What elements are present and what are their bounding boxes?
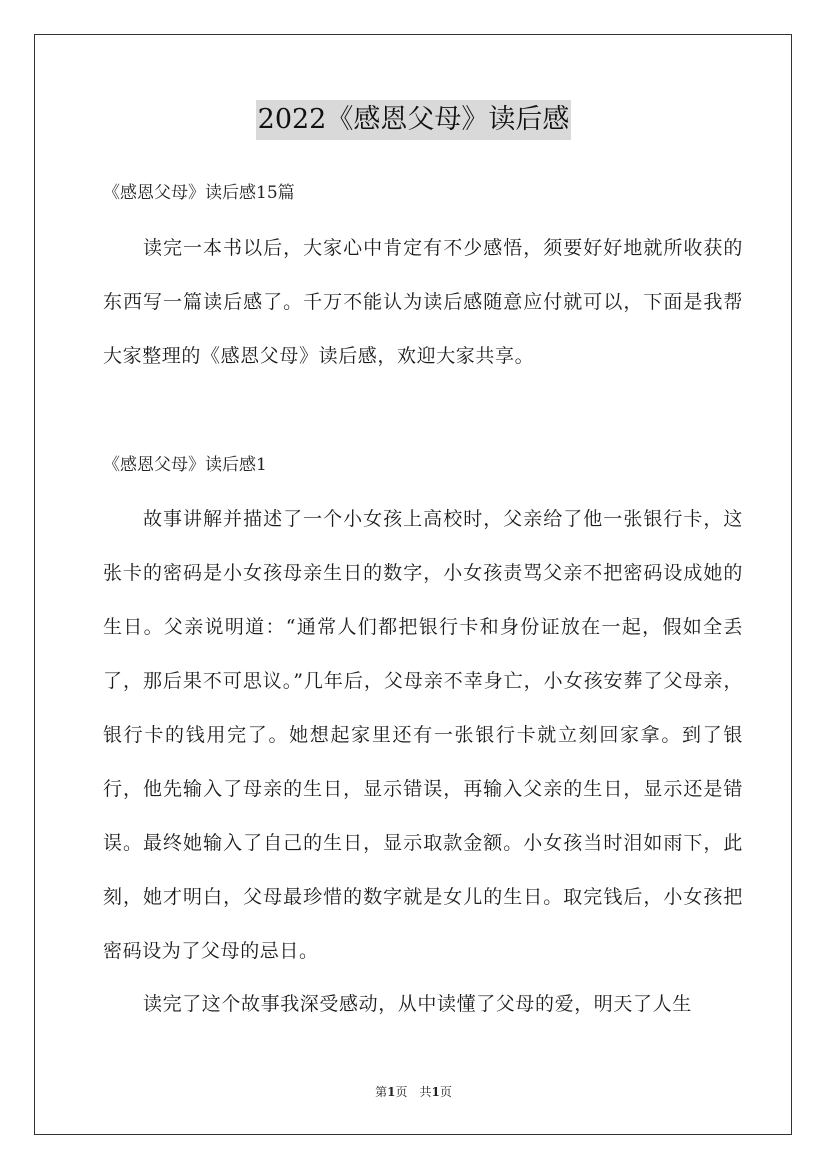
page-label-mid: 页 共 — [395, 1085, 432, 1099]
page-label-suffix: 页 — [439, 1085, 452, 1099]
document-title: 2022《感恩父母》读后感 — [256, 100, 572, 140]
page-footer — [0, 1083, 827, 1101]
document-subtitle: 《感恩父母》读后感15篇 — [103, 183, 295, 203]
intro-paragraph: 读完一本书以后，大家心中肯定有不少感悟，须要好好地就所收获的东西写一篇读后感了。千万不能认为读后感随意应付就可以，下面是我帮大家整理的《感恩父母》读后感，欢迎大家共享。 — [103, 237, 743, 367]
title-container — [0, 100, 827, 140]
page-current-number: 1 — [387, 1085, 396, 1099]
reflection-paragraph: 读完了这个故事我深受感动，从中读懂了父母的爱，明天了人生 — [143, 993, 692, 1015]
page-label-prefix: 第 — [375, 1085, 388, 1099]
story-paragraph: 故事讲解并描述了一个小女孩上高校时，父亲给了他一张银行卡，这张卡的密码是小女孩母亲生日的数字，小女孩责骂父亲不把密码设成她的生日。父亲说明道：“通常人们都把银行卡和身份证放在一起，假如全丢了，那后果不可思议。”几年后，父母亲不幸身亡，小女孩安葬了父母亲，银行卡的钱用完了。她想起家里还有一张银行卡就立刻回家拿。到了银行，他先输入了母亲的生日，显示错误，再输入父亲的生日，显示还是错误。最终她输入了自己的生日，显示取款金额。小女孩当时泪如雨下，此刻，她才明白，父母最珍惜的数字就是女儿的生日。取完钱后，小女孩把密码设为了父母的忌日。 — [103, 508, 743, 962]
section-heading: 《感恩父母》读后感1 — [103, 455, 267, 475]
page-total-number: 1 — [431, 1085, 440, 1099]
